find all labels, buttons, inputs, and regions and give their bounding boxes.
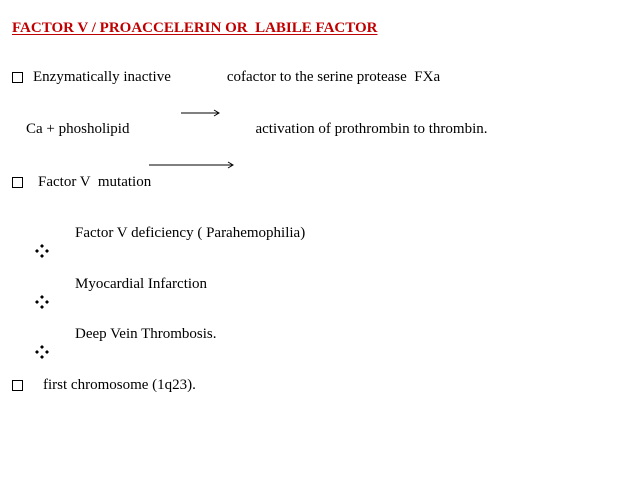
right-arrow-icon [181, 72, 221, 82]
line-text: Factor V mutation [38, 174, 152, 190]
bullet-line-deep-vein-thrombosis [12, 325, 217, 343]
bullet-line-factor-v-deficiency [12, 224, 305, 242]
line-text: Myocardial Infarction [75, 276, 208, 292]
line-text: Deep Vein Thrombosis. [75, 326, 217, 342]
bullet-line-enzymatic [12, 68, 440, 86]
bullet-line-first-chromosome [12, 376, 196, 394]
line-text: first chromosome (1q23). [43, 377, 196, 393]
line-text-left: Enzymatically inactive [33, 69, 171, 85]
checkbox-square-icon [12, 72, 23, 83]
four-diamond-bullet-icon [12, 277, 26, 291]
checkbox-square-icon [12, 380, 23, 391]
line-text: Factor V deficiency ( Parahemophilia) [75, 225, 306, 241]
right-arrow-icon [149, 124, 235, 134]
line-text-right: activation of prothrombin to thrombin. [255, 121, 488, 137]
line-text-left: Ca + phosholipid [26, 121, 130, 137]
bullet-line-factor-v-mutation [12, 173, 151, 191]
four-diamond-bullet-icon [12, 327, 26, 341]
line-text-right: cofactor to the serine protease FXa [226, 69, 441, 85]
line-ca-phospholipid [26, 120, 488, 138]
checkbox-square-icon [12, 177, 23, 188]
four-diamond-bullet-icon [12, 226, 26, 240]
bullet-line-myocardial-infarction [12, 275, 207, 293]
slide-title: FACTOR V / PROACCELERIN OR LABILE FACTOR [12, 20, 378, 36]
